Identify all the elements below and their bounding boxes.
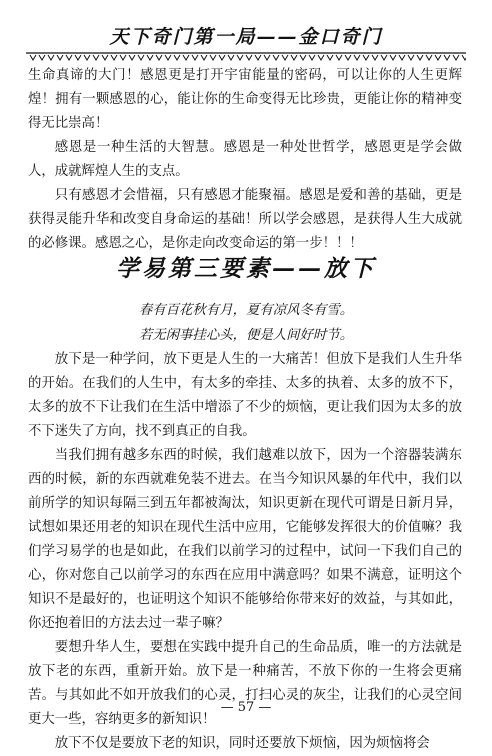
ornament-chevron xyxy=(210,55,216,60)
ornament-chevron xyxy=(282,55,288,60)
ornament-chevron xyxy=(228,55,234,60)
ornament-chevron xyxy=(93,55,99,60)
ornament-chevron xyxy=(66,55,72,60)
ornament-pattern xyxy=(26,52,466,62)
ornament-chevron xyxy=(102,55,108,60)
ornament-chevron xyxy=(219,55,225,60)
ornament-chevron xyxy=(426,55,432,60)
ornament-chevron xyxy=(462,55,466,60)
ornament-chevron xyxy=(336,55,342,60)
paragraph: 放下是一种学问，放下更是人生的一大痛苦！但放下是我们人生升华的开始。在我们的人生中，有太多的牵挂、太多的执着、太多的放不下，太多的放不下让我们在生活中增添了不少的烦恼，更让我们因为太多的放不下迷失了方向，找不到真正的自我。 xyxy=(28,352,462,439)
ornament-chevron xyxy=(417,55,423,60)
section-text-block xyxy=(28,348,462,756)
paragraph: 要想升华人生，要想在实践中提升自己的生命品质，唯一的方法就是放下老的东西，重新开始。放下是一种痛苦，不放下你的一生将会更痛苦。与其如此不如开放我们的心灵，打扫心灵的灰尘，让我们的心灵空间更大一些，容纳更多的新知识！ xyxy=(28,640,462,727)
ornament-chevron xyxy=(84,55,90,60)
ornament-chevron xyxy=(327,55,333,60)
intro-text-block xyxy=(28,64,462,256)
ornament-chevron xyxy=(201,55,207,60)
page-number: — 57 — xyxy=(220,700,272,715)
paragraph: 感恩是一种生活的大智慧。感恩是一种处世哲学，感恩更是学会做人，成就辉煌人生的支点。 xyxy=(28,140,462,179)
ornament-chevron xyxy=(75,55,81,60)
ornament-chevron xyxy=(408,55,414,60)
header-ornament-border xyxy=(26,52,466,62)
ornament-chevron xyxy=(111,55,117,60)
ornament-chevron xyxy=(129,55,135,60)
ornament-chevron xyxy=(237,55,243,60)
ornament-chevron xyxy=(120,55,126,60)
ornament-chevron xyxy=(30,55,36,60)
ornament-chevron xyxy=(57,55,63,60)
poem-line: 若无闲事挂心头，便是人间好时节。 xyxy=(138,328,354,343)
ornament-chevron xyxy=(381,55,387,60)
ornament-chevron xyxy=(354,55,360,60)
ornament-chevron xyxy=(48,55,54,60)
ornament-chevron xyxy=(165,55,171,60)
ornament-chevron xyxy=(345,55,351,60)
paragraph: 只有感恩才会惜福，只有感恩才能聚福。感恩是爱和善的基础，更是获得灵能升华和改变自身命运的基础！所以学会感恩，是获得人生大成就的必修课。感恩之心，是你走向改变命运的第一步！！！ xyxy=(28,188,462,251)
ornament-chevron xyxy=(138,55,144,60)
ornament-chevron xyxy=(435,55,441,60)
ornament-chevron xyxy=(246,55,252,60)
ornament-chevron xyxy=(156,55,162,60)
ornament-chevron xyxy=(372,55,378,60)
ornament-chevron xyxy=(192,55,198,60)
running-header: 天下奇门第一局——金口奇门 xyxy=(109,26,383,48)
ornament-chevron xyxy=(291,55,297,60)
ornament-chevron xyxy=(273,55,279,60)
poem-line: 春有百花秋有月，夏有凉风冬有雪。 xyxy=(138,303,354,318)
ornament-chevron xyxy=(390,55,396,60)
paragraph: 生命真谛的大门！感恩更是打开宇宙能量的密码，可以让你的人生更辉煌！拥有一颗感恩的心，能让你的生命变得无比珍贵，更能让你的精神变得无比崇高！ xyxy=(28,68,462,131)
ornament-chevron xyxy=(309,55,315,60)
ornament-chevron xyxy=(264,55,270,60)
paragraph: 当我们拥有越多东西的时候，我们越难以放下，因为一个溶器装满东西的时候，新的东西就难免装不进去。在当今知识风暴的年代中，我们以前所学的知识每隔三到五年都被淘汰，知识更新在现代可谓是日新月异，试想如果还用老的知识在现代生活中应用，它能够发挥很大的价值嘛？我们学习易学的也是如此，在我们以前学习的过程中，试问一下我们自己的心，你对您自己以前学习的东西在应用中满意吗？如果不满意，证明这个知识不是最好的，也证明这个知识不能够给你带来好的效益，与其如此，你还抱着旧的方法去过一辈子嘛？ xyxy=(28,448,462,631)
paragraph: 放下不仅是要放下老的知识，同时还要放下烦恼，因为烦恼将会 xyxy=(54,736,430,751)
section-heading: 学易第三要素——放下 xyxy=(116,255,376,282)
ornament-chevron xyxy=(300,55,306,60)
ornament-chevron xyxy=(174,55,180,60)
ornament-chevron xyxy=(39,55,45,60)
ornament-chevron xyxy=(453,55,459,60)
ornament-chevron xyxy=(255,55,261,60)
ornament-chevron xyxy=(147,55,153,60)
ornament-chevron xyxy=(444,55,450,60)
ornament-chevron xyxy=(399,55,405,60)
ornament-chevron xyxy=(318,55,324,60)
ornament-chevron xyxy=(363,55,369,60)
poem-quote xyxy=(0,298,492,348)
ornament-chevron xyxy=(183,55,189,60)
